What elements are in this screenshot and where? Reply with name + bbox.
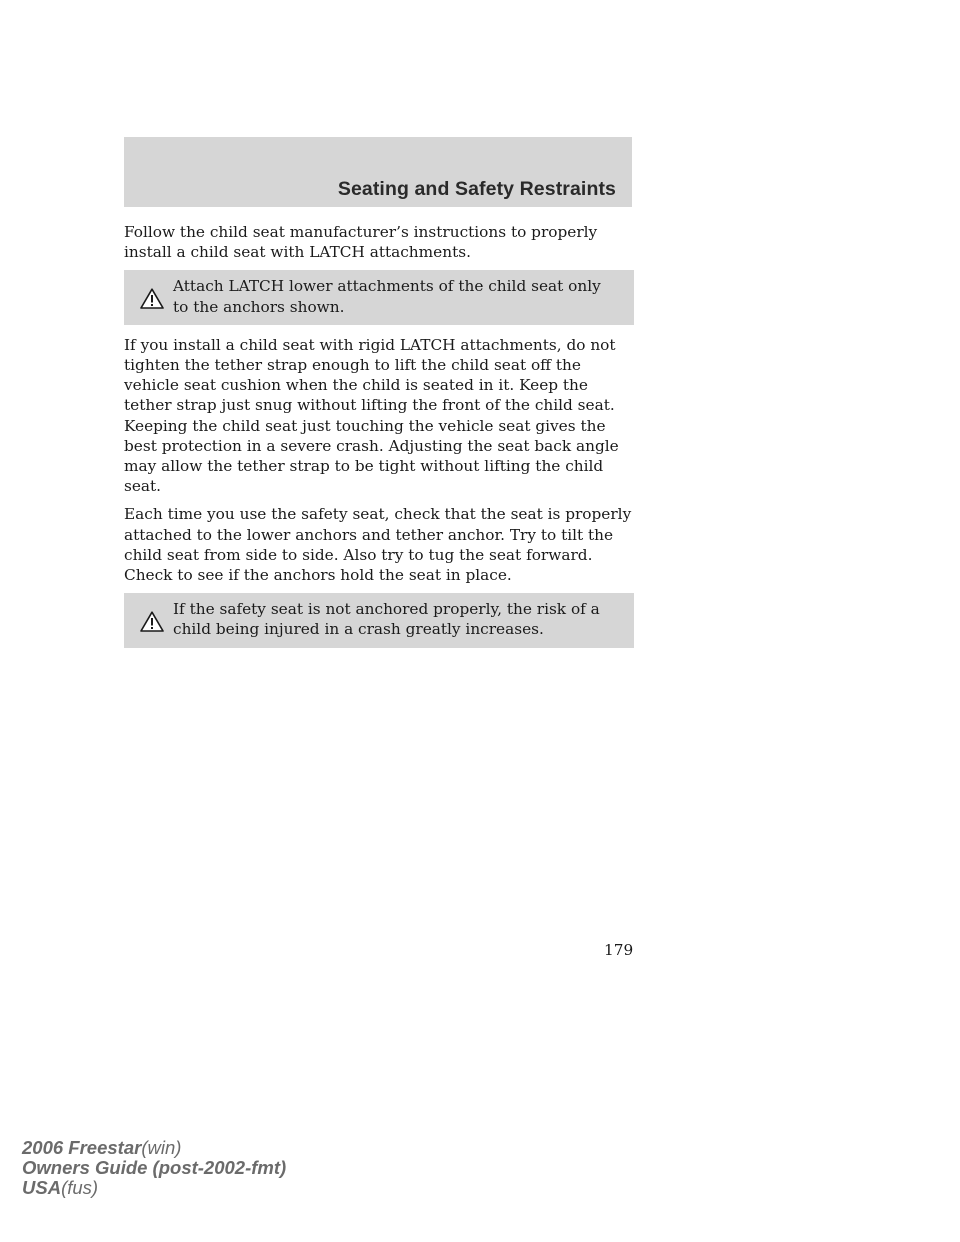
footer-market: USA <box>22 1177 62 1198</box>
footer-market-code: (fus) <box>61 1177 99 1198</box>
page-content <box>124 222 634 658</box>
footer-line-3 <box>22 1178 286 1198</box>
warning-text-latch: Attach LATCH lower attachments of the child seat only to the anchors shown. <box>173 277 601 316</box>
warning-box-latch <box>124 270 634 324</box>
warning-icon <box>140 611 164 632</box>
paragraph-check-seat: Each time you use the safety seat, check that the seat is properly attached to the lower anchors and tether anchor. Try to tilt the child seat from side to side. Also try to tug the seat forward. Check to see if the anchors hold the seat in place. <box>124 505 632 585</box>
warning-icon <box>140 288 164 309</box>
footer-guide: Owners Guide (post-2002-fmt) <box>22 1157 287 1178</box>
section-title: Seating and Safety Restraints <box>337 178 616 200</box>
section-header <box>124 137 632 207</box>
footer-model-code: (win) <box>141 1137 182 1158</box>
warning-box-anchoring <box>124 593 634 647</box>
paragraph-rigid-latch: If you install a child seat with rigid LATCH attachments, do not tighten the tether strap enough to lift the child seat off the vehicle seat cushion when the child is seated in it. Keep the tether strap just snug without lifting the front of the child seat. Keeping the child seat just touching the vehicle seat gives the best protection in a severe crash. Adjusting the seat back angle may allow the tether strap to be tight without lifting the child seat. <box>124 335 619 496</box>
warning-text-anchoring: If the safety seat is not anchored properly, the risk of a child being injured in a crash greatly increases. <box>173 600 600 639</box>
footer-line-2 <box>22 1158 286 1178</box>
document-footer <box>22 1138 286 1198</box>
footer-model: 2006 Freestar <box>22 1137 142 1158</box>
page-number: 179 <box>604 941 634 959</box>
paragraph-install-instructions: Follow the child seat manufacturer’s instructions to properly install a child seat with LATCH attachments. <box>124 223 598 262</box>
footer-line-1 <box>22 1138 286 1158</box>
